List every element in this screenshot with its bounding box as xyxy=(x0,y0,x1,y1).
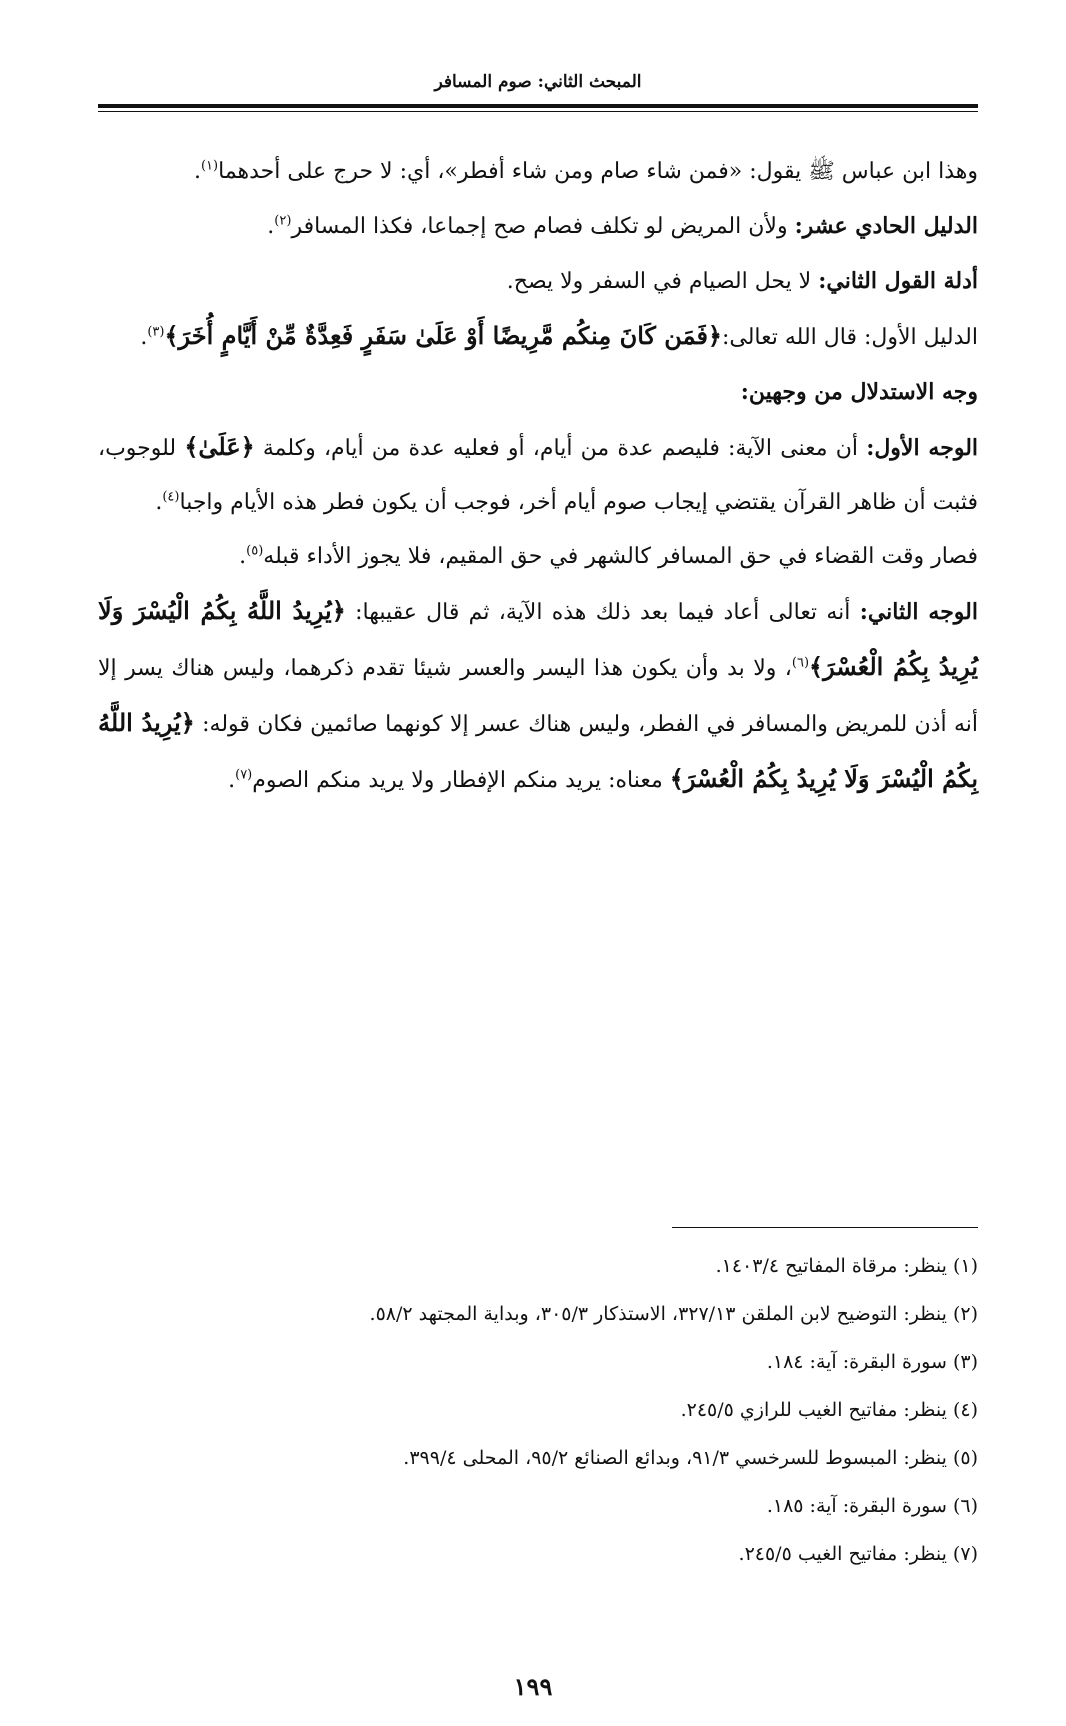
paragraph-first-proof xyxy=(98,309,978,365)
footnote-3: (٣) سورة البقرة: آية: ١٨٤. xyxy=(766,1351,978,1373)
paragraph-text: للوجوب، فثبت أن ظاهر القرآن يقتضي إيجاب صوم أيام أخر، فوجب أن يكون فطر هذه الأيام واجبا xyxy=(98,436,978,515)
section-heading: أدلة القول الثاني: xyxy=(818,268,978,294)
section-heading: وجه الاستدلال من وجهين: xyxy=(740,379,978,405)
footnote-7: (٧) ينظر: مفاتيح الغيب ٢٤٥/٥. xyxy=(738,1543,978,1565)
paragraph-text: فصار وقت القضاء في حق المسافر كالشهر في حق المقيم، فلا يجوز الأداء قبله xyxy=(263,544,978,569)
punctuation: . xyxy=(140,325,148,350)
proof-heading: الدليل الحادي عشر: xyxy=(794,213,978,239)
footnote-4: (٤) ينظر: مفاتيح الغيب للرازي ٢٤٥/٥. xyxy=(680,1399,978,1421)
paragraph-text: أنه تعالى أعاد فيما بعد ذلك هذه الآية، ثم قال عقيبها: xyxy=(345,600,860,625)
footnote-ref[interactable]: (٢) xyxy=(274,213,292,229)
paragraph-text: وهذا ابن عباس ﷺ يقول: «فمن شاء صام ومن شاء أفطر»، أي: لا حرج على أحدهما xyxy=(218,159,978,184)
page-number: ١٩٩ xyxy=(513,1672,553,1701)
punctuation: . xyxy=(228,768,236,793)
footnote-2: (٢) ينظر: التوضيح لابن الملقن ٣٢٧/١٣، الاستذكار ٣٠٥/٣، وبداية المجتهد ٥٨/٢. xyxy=(369,1303,978,1325)
quran-word: ﴿عَلَىٰ﴾ xyxy=(184,432,255,461)
footnote-5: (٥) ينظر: المبسوط للسرخسي ٩١/٣، وبدائع الصنائع ٩٥/٢، المحلى ٣٩٩/٤. xyxy=(403,1447,978,1469)
paragraph-qada-time xyxy=(98,530,978,584)
main-text xyxy=(98,145,978,808)
footnote-separator xyxy=(672,1227,978,1228)
paragraph-text: معناه: يريد منكم الإفطار ولا يريد منكم الصوم xyxy=(252,768,670,793)
footnote-ref[interactable]: (٧) xyxy=(235,767,253,783)
quran-verse: ﴿يُرِيدُ اللَّهُ بِكُمُ الْيُسْرَ وَلَا يُرِيدُ بِكُمُ الْعُسْرَ﴾ xyxy=(98,708,978,793)
paragraph-second-aspect xyxy=(98,584,978,808)
header-rule-thin xyxy=(98,111,978,112)
paragraph-inference-heading xyxy=(98,365,978,420)
footnote-1: (١) ينظر: مرقاة المفاتيح ١٤٠٣/٤. xyxy=(715,1255,978,1277)
footnote-6: (٦) سورة البقرة: آية: ١٨٥. xyxy=(766,1495,978,1517)
quran-verse: ﴿يُرِيدُ اللَّهُ بِكُمُ الْيُسْرَ وَلَا يُرِيدُ بِكُمُ الْعُسْرَ﴾ xyxy=(98,596,979,681)
quran-verse: ﴿فَمَن كَانَ مِنكُم مَّرِيضًا أَوْ عَلَىٰ سَفَرٍ فَعِدَّةٌ مِّنْ أَيَّامٍ أُخَرَ﴾ xyxy=(164,321,722,350)
aspect-heading: الوجه الأول: xyxy=(866,435,979,461)
header-rule xyxy=(98,104,978,108)
footnotes xyxy=(98,1242,978,1578)
footnote-ref[interactable]: (٤) xyxy=(162,489,180,505)
running-header: المبحث الثاني: صوم المسافر xyxy=(434,72,642,92)
paragraph-text: ولأن المريض لو تكلف فصام صح إجماعا، فكذا المسافر xyxy=(291,214,795,239)
footnote-ref[interactable]: (١) xyxy=(200,158,219,174)
paragraph-first-aspect xyxy=(98,420,978,530)
footnote-ref[interactable]: (٣) xyxy=(147,324,165,340)
paragraph-text: ، ولا بد وأن يكون هذا اليسر والعسر شيئا تقدم ذكرهما، وليس هناك يسر إلا أنه أذن للمريض والمسافر في الفطر، وليس هناك عسر إلا كونهما صائمين فكان قوله: xyxy=(98,656,978,737)
paragraph-eleventh-proof xyxy=(98,199,978,254)
paragraph-ibn-abbas xyxy=(98,145,978,199)
punctuation: . xyxy=(155,490,163,515)
footnote-ref[interactable]: (٥) xyxy=(246,543,264,559)
paragraph-text: أن معنى الآية: فليصم عدة من أيام، أو فعليه عدة من أيام، وكلمة xyxy=(254,436,867,461)
paragraph-second-opinion xyxy=(98,254,978,309)
paragraph-text: لا يحل الصيام في السفر ولا يصح. xyxy=(506,269,819,294)
punctuation: . xyxy=(267,214,275,239)
footnote-ref[interactable]: (٦) xyxy=(791,655,810,671)
paragraph-text: الدليل الأول: قال الله تعالى: xyxy=(721,325,978,350)
punctuation: . xyxy=(239,544,247,569)
punctuation: . xyxy=(193,159,201,184)
aspect-heading: الوجه الثاني: xyxy=(859,599,978,625)
